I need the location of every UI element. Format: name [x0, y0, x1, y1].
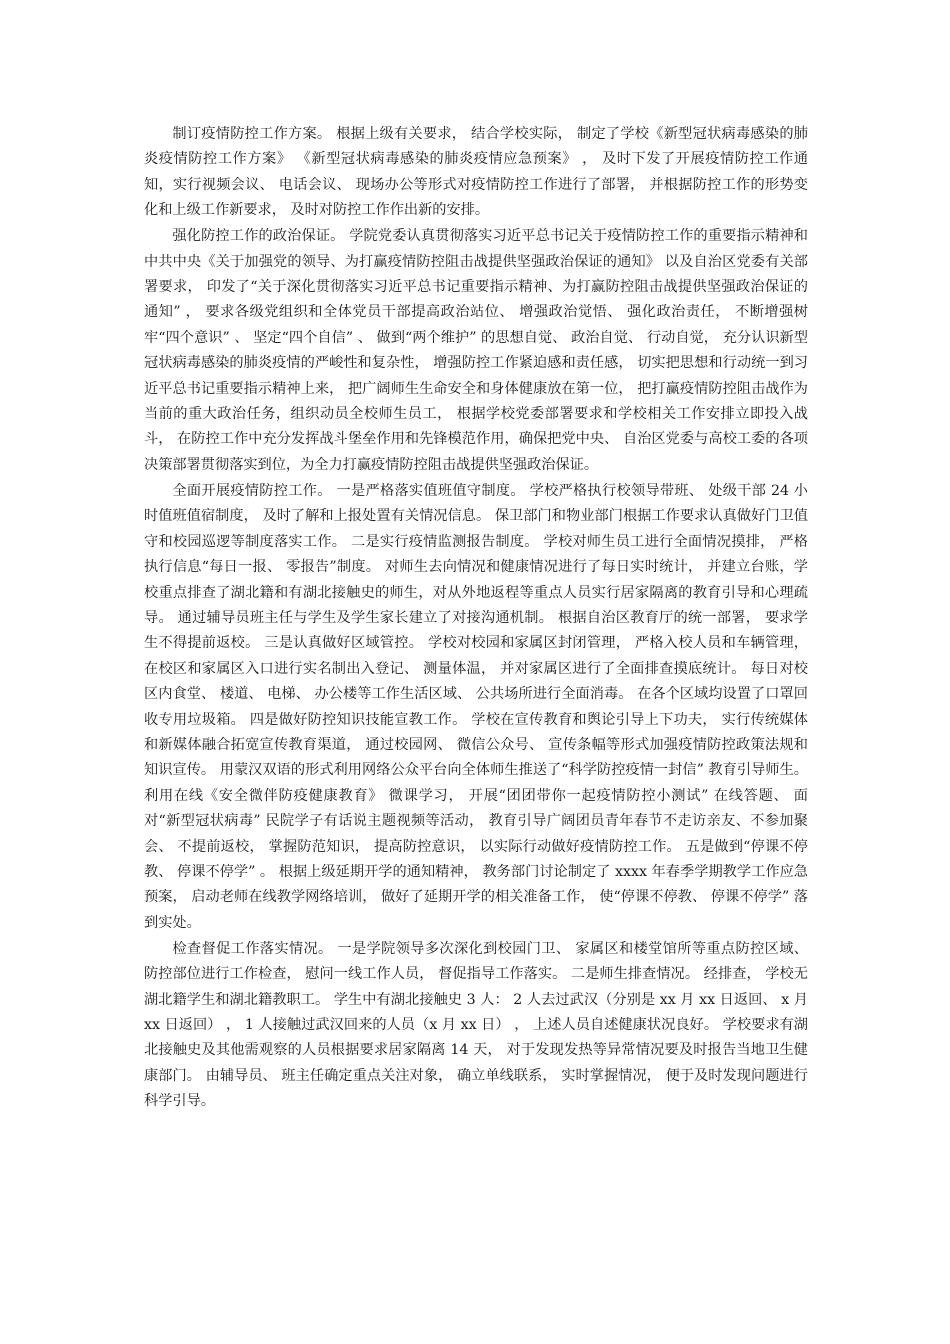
paragraph-inspection: 检查督促工作落实情况。 一是学院领导多次深化到校园门卫、 家属区和楼堂馆所等重点防控区域、 防控部位进行工作检查， 慰问一线工作人员， 督促指导工作落实。 二是师生排查情况。 经排查， 学校无湖北籍学生和湖北籍教职工。 学生中有湖北接触史 3 人： 2 人去过武汉（分别是 xx 月 xx 日返回、 x 月 xx 日返回） ， 1 人接触过武汉回来的人员（x 月 xx 日） ， 上述人员自述健康状况良好。 学校要求有湖北接触史及其他需观察的人员根据要求居家隔离 14 天， 对于发现发热等异常情况要及时报告当地卫生健康部门。 由辅导员、 班主任确定重点关注对象， 确立单线联系， 实时掌握情况， 便于及时发现问题进行科学引导。 — [144, 940, 808, 1110]
paragraph-prevention-work: 全面开展疫情防控工作。 一是严格落实值班值守制度。 学校严格执行校领导带班、 处级干部 24 小时值班值宿制度， 及时了解和上报处置有关情况信息。 保卫部门和物业部门根据工作要求认真做好门卫值守和校园巡逻等制度落实工作。 二是实行疫情监测报告制度。 学校对师生员工进行全面情况摸排， 严格执行信息“每日一报、 零报告”制度。 对师生去向情况和健康情况进行了每日实时统计， 并建立台账，学校重点排查了湖北籍和有湖北接触史的师生，对从外地返程等重点人员实行居家隔离的教育引导和心理疏导。 通过辅导员班主任与学生及学生家长建立了对接沟通机制。 根据自治区教育厅的统一部署， 要求学生不得提前返校。 三是认真做好区域管控。 学校对校园和家属区封闭管理， 严格入校人员和车辆管理， 在校区和家属区入口进行实名制出入登记、 测量体温， 并对家属区进行了全面排查摸底统计。 每日对校区内食堂、 楼道、 电梯、 办公楼等工作生活区域、 公共场所进行全面消毒。 在各个区域均设置了口罩回收专用垃圾箱。 四是做好防控知识技能宣教工作。 学校在宣传教育和舆论引导上下功夫， 实行传统媒体和新媒体融合拓宽宣传教育渠道， 通过校园网、 微信公众号、 宣传条幅等形式加强疫情防控政策法规和知识宣传。 用蒙汉双语的形式利用网络公众平台向全体师生推送了“科学防控疫情一封信” 教育引导师生。 利用在线《安全微伴防疫健康教育》 微课学习， 开展“团团带你一起疫情防控小测试” 在线答题、 面对“新型冠状病毒” 民院学子有话说主题视频等活动， 教育引导广阔团员青年春节不走访亲友、不参加聚会、 不提前返校， 掌握防范知识， 提高防控意识， 以实际行动做好疫情防控工作。 五是做到“停课不停教、 停课不停学” 。 根据上级延期开学的通知精神， 教务部门讨论制定了 xxxx 年春季学期教学工作应急预案， 启动老师在线教学网络培训， 做好了延期开学的相关准备工作， 使“停课不停教、 停课不停学” 落到实处。 — [144, 482, 808, 931]
document-body — [144, 122, 808, 1115]
paragraph-prevention-plan: 制订疫情防控工作方案。 根据上级有关要求， 结合学校实际， 制定了学校《新型冠状病毒感染的肺炎疫情防控工作方案》 《新型冠状病毒感染的肺炎疫情应急预案》 ， 及时下发了开展疫情防控工作通知，实行视频会议、 电话会议、 现场办公等形式对疫情防控工作进行了部署， 并根据防控工作的形势变化和上级工作新要求， 及时对防控工作作出新的安排。 — [144, 126, 808, 219]
paragraph-political-guarantee: 强化防控工作的政治保证。 学院党委认真贯彻落实习近平总书记关于疫情防控工作的重要指示精神和中共中央《关于加强党的领导、为打赢疫情防控阻击战提供坚强政治保证的通知》 以及自治区党委有关部署要求， 印发了“关于深化贯彻落实习近平总书记重要指示精神、为打赢防控阻击战提供坚强政治保证的通知” ， 要求各级党组织和全体党员干部提高政治站位、 增强政治觉悟、 强化政治责任， 不断增强树牢“四个意识” 、 坚定“四个自信” 、 做到“两个维护” 的思想自觉、 政治自觉、 行动自觉， 充分认识新型冠状病毒感染的肺炎疫情的严峻性和复杂性， 增强防控工作紧迫感和责任感， 切实把思想和行动统一到习近平总书记重要指示精神上来， 把广阔师生生命安全和身体健康放在第一位， 把打赢疫情防控阻击战作为当前的重大政治任务，组织动员全校师生员工， 根据学校党委部署要求和学校相关工作安排立即投入战斗， 在防控工作中充分发挥战斗堡垒作用和先锋模范作用，确保把党中央、 自治区党委与高校工委的各项决策部署贯彻落实到位，为全力打赢疫情防控阻击战提供坚强政治保证。 — [144, 228, 808, 473]
